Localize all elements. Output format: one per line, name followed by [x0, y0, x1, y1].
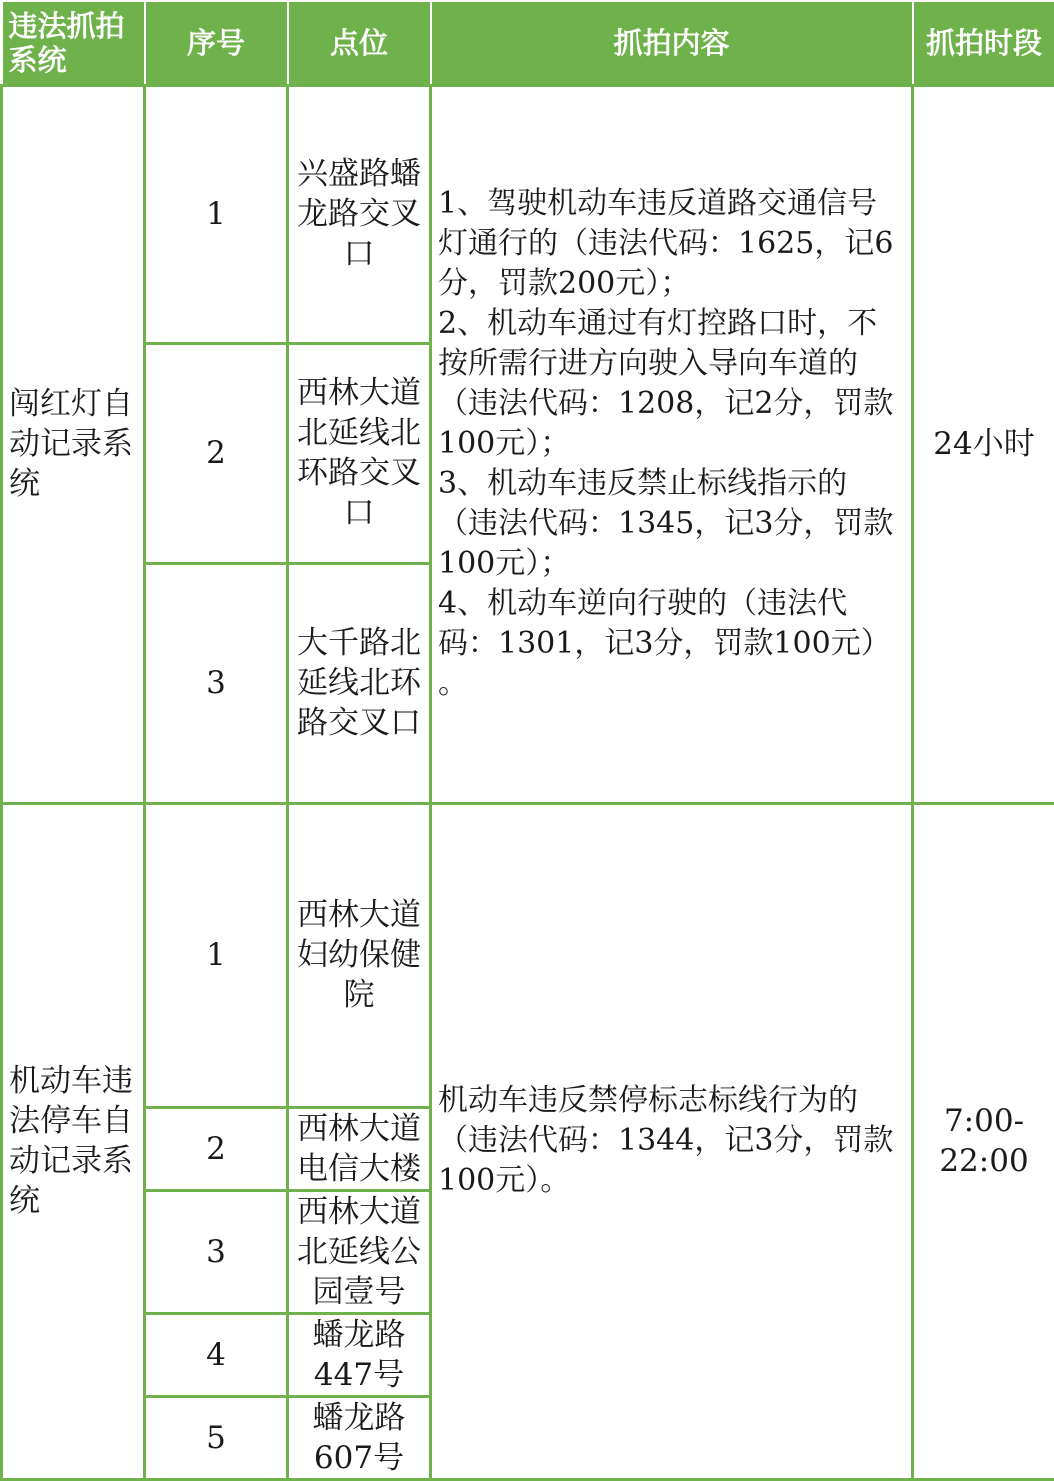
header-row — [2, 1, 1054, 85]
content-cell — [431, 803, 913, 1479]
content-cell — [431, 85, 913, 803]
location-cell: 西林大道北延线北环路交叉口 — [288, 343, 431, 563]
system-cell: 闯红灯自动记录系统 — [2, 85, 145, 803]
location-cell: 大千路北延线北环路交叉口 — [288, 563, 431, 803]
content-line: 4、机动车逆向行驶的（违法代 — [438, 584, 905, 624]
content-line: 100元）； — [438, 424, 905, 464]
seq-cell: 3 — [145, 1190, 288, 1313]
header-content: 抓拍内容 — [431, 1, 913, 85]
header-period: 抓拍时段 — [913, 1, 1054, 85]
content-line: 分，罚款200元）； — [438, 264, 905, 304]
period-cell: 24小时 — [913, 85, 1054, 803]
content-line: 3、机动车违反禁止标线指示的 — [438, 464, 905, 504]
content-line: 灯通行的（违法代码：1625，记6 — [438, 224, 905, 264]
location-cell: 兴盛路蟠龙路交叉口 — [288, 85, 431, 343]
content-line: 码：1301，记3分，罚款100元） — [438, 624, 905, 664]
period-cell: 7:00-22:00 — [913, 803, 1054, 1479]
content-line: 。 — [438, 664, 905, 704]
location-cell: 西林大道北延线公园壹号 — [288, 1190, 431, 1313]
content-line: 100元）。 — [438, 1161, 905, 1201]
content-line: （违法代码：1345，记3分，罚款 — [438, 504, 905, 544]
header-system: 违法抓拍系统 — [2, 1, 145, 85]
header-seq: 序号 — [145, 1, 288, 85]
content-line: 1、驾驶机动车违反道路交通信号 — [438, 184, 905, 224]
content-line: 100元）； — [438, 544, 905, 584]
location-cell: 西林大道妇幼保健院 — [288, 803, 431, 1107]
location-cell: 蟠龙路447号 — [288, 1313, 431, 1396]
seq-cell: 1 — [145, 803, 288, 1107]
table-row — [2, 85, 1054, 343]
seq-cell: 3 — [145, 563, 288, 803]
content-line: 2、机动车通过有灯控路口时，不 — [438, 304, 905, 344]
content-line: （违法代码：1344，记3分，罚款 — [438, 1121, 905, 1161]
content-line: 按所需行进方向驶入导向车道的 — [438, 344, 905, 384]
table-row — [2, 803, 1054, 1107]
seq-cell: 2 — [145, 343, 288, 563]
location-cell: 蟠龙路607号 — [288, 1396, 431, 1479]
system-cell: 机动车违法停车自动记录系统 — [2, 803, 145, 1479]
content-line: （违法代码：1208，记2分，罚款 — [438, 384, 905, 424]
seq-cell: 2 — [145, 1107, 288, 1190]
seq-cell: 5 — [145, 1396, 288, 1479]
seq-cell: 1 — [145, 85, 288, 343]
location-cell: 西林大道电信大楼 — [288, 1107, 431, 1190]
content-line: 机动车违反禁停标志标线行为的 — [438, 1081, 905, 1121]
seq-cell: 4 — [145, 1313, 288, 1396]
header-location: 点位 — [288, 1, 431, 85]
